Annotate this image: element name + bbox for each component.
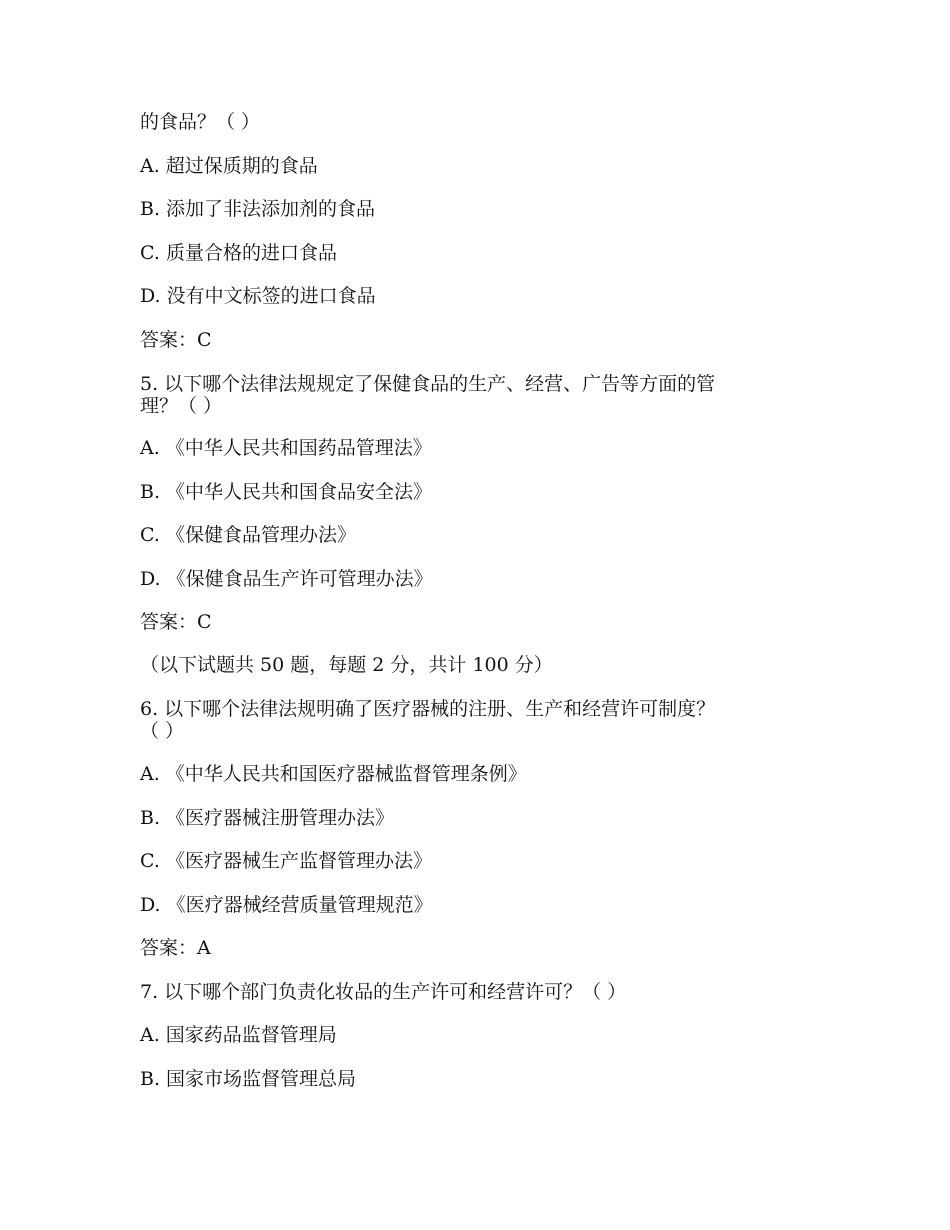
question-6-option-c: C. 《医疗器械生产监督管理办法》 — [140, 850, 432, 872]
question-5-option-a: A. 《中华人民共和国药品管理法》 — [140, 437, 432, 459]
question-7-option-a: A. 国家药品监督管理局 — [140, 1024, 337, 1046]
question-5-stem-line2: 理？（ ） — [140, 395, 223, 417]
question-5-option-c: C. 《保健食品管理办法》 — [140, 524, 356, 546]
question-6-option-b: B. 《医疗器械注册管理办法》 — [140, 807, 395, 829]
option-a: A. 超过保质期的食品 — [140, 155, 318, 177]
option-c: C. 质量合格的进口食品 — [140, 242, 337, 264]
question-5-answer: 答案：C — [140, 611, 212, 633]
question-6-stem-line2: （ ） — [140, 720, 185, 742]
option-d: D. 没有中文标签的进口食品 — [140, 285, 376, 307]
question-6-option-d: D. 《医疗器械经营质量管理规范》 — [140, 894, 433, 916]
question-6-stem-line1: 6. 以下哪个法律法规明确了医疗器械的注册、生产和经营许可制度？ — [140, 698, 716, 720]
question-6-option-a: A. 《中华人民共和国医疗器械监督管理条例》 — [140, 763, 527, 785]
question-5-option-d: D. 《保健食品生产许可管理办法》 — [140, 568, 433, 590]
answer: 答案：C — [140, 329, 212, 351]
option-b: B. 添加了非法添加剂的食品 — [140, 198, 376, 220]
question-7-option-b: B. 国家市场监督管理总局 — [140, 1068, 357, 1090]
question-5-option-b: B. 《中华人民共和国食品安全法》 — [140, 481, 433, 503]
question-7-stem: 7. 以下哪个部门负责化妆品的生产许可和经营许可？（ ） — [140, 981, 627, 1003]
question-5-stem-line1: 5. 以下哪个法律法规规定了保健食品的生产、经营、广告等方面的管 — [140, 373, 716, 395]
section-note: （以下试题共 50 题，每题 2 分，共计 100 分） — [140, 654, 553, 676]
question-6-answer: 答案：A — [140, 937, 211, 959]
question-stem-tail: 的食品？（ ） — [140, 111, 261, 133]
